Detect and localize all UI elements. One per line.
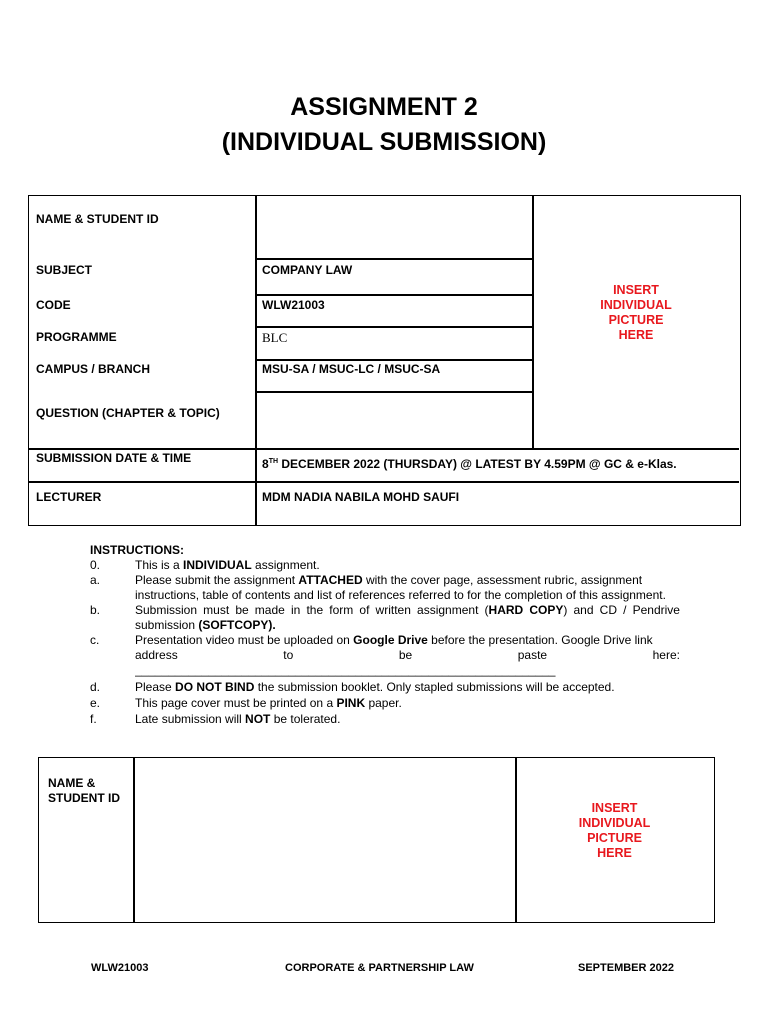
value-programme: BLC	[262, 330, 288, 345]
label-code: CODE	[36, 298, 71, 312]
footer-code: WLW21003	[91, 962, 149, 974]
footer-course: CORPORATE & PARTNERSHIP LAW	[285, 962, 474, 974]
label-question: QUESTION (CHAPTER & TOPIC)	[36, 406, 220, 420]
instructions-section	[90, 543, 680, 727]
instructions-heading: INSTRUCTIONS:	[90, 543, 184, 557]
insert-picture-placeholder: INSERT INDIVIDUAL PICTURE HERE	[578, 801, 651, 860]
assignment-title: ASSIGNMENT 2	[290, 93, 478, 121]
cover-details-table	[28, 195, 741, 526]
instruction-item: c. Presentation video must be uploaded on Google Drive before the presentation. Google Drive link address to be paste here: _______________________________________________________________	[90, 633, 680, 677]
footer-date: SEPTEMBER 2022	[578, 962, 674, 974]
value-campus-branch: MSU-SA / MSUC-LC / MSUC-SA	[262, 362, 441, 376]
label-programme: PROGRAMME	[36, 330, 117, 344]
value-submission-date: 8TH DECEMBER 2022 (THURSDAY) @ LATEST BY 4.59PM @ GC & e-Klas.	[262, 457, 677, 471]
value-code: WLW21003	[262, 298, 325, 312]
insert-picture-placeholder: INSERT INDIVIDUAL PICTURE HERE	[600, 283, 672, 342]
instruction-item: 0. This is a INDIVIDUAL assignment.	[90, 558, 320, 572]
instruction-item: f. Late submission will NOT be tolerated.	[90, 712, 341, 726]
label-lecturer: LECTURER	[36, 490, 102, 504]
value-lecturer: MDM NADIA NABILA MOHD SAUFI	[262, 490, 460, 504]
label-campus-branch: CAMPUS / BRANCH	[36, 362, 150, 376]
label-bottom-name-student-id: NAME & STUDENT ID	[48, 776, 120, 805]
value-subject: COMPANY LAW	[262, 263, 353, 277]
tear-off-id-table	[38, 757, 715, 923]
assignment-subtitle: (INDIVIDUAL SUBMISSION)	[221, 128, 547, 156]
instruction-item: d. Please DO NOT BIND the submission booklet. Only stapled submissions will be accepted.	[90, 680, 615, 694]
instruction-item: a. Please submit the assignment ATTACHED with the cover page, assessment rubric, assignment instructions, table of contents and list of references referred to for the completion of this assignment.	[90, 573, 666, 602]
instruction-item: b. Submission must be made in the form of written assignment (HARD COPY) and CD / Pendrive submission (SOFTCOPY).	[90, 603, 680, 632]
instruction-item: e. This page cover must be printed on a PINK paper.	[90, 696, 402, 710]
label-submission-date: SUBMISSION DATE & TIME	[36, 451, 192, 465]
label-name-student-id: NAME & STUDENT ID	[36, 212, 159, 226]
label-subject: SUBJECT	[36, 263, 93, 277]
